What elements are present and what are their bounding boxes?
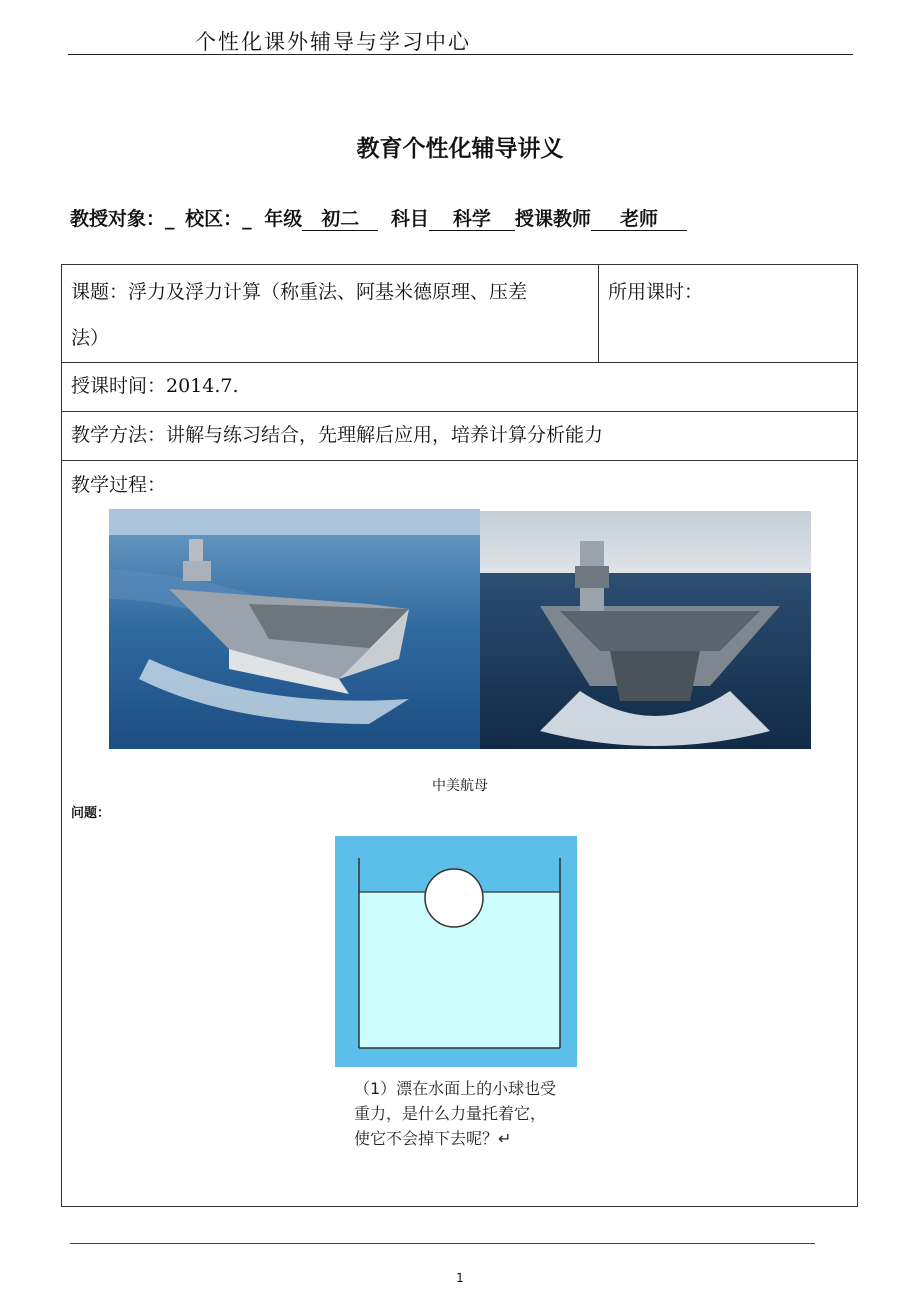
topic-cell (71, 269, 596, 361)
lesson-time: 授课时间：2014.7. (71, 375, 239, 397)
question-text (354, 1076, 556, 1151)
process-label: 教学过程： (71, 474, 167, 496)
teacher-value: 老师 (591, 208, 687, 231)
teacher-label: 授课教师 (514, 208, 591, 230)
grade-value: 初二 (302, 208, 378, 231)
topic-row (62, 265, 857, 363)
subject-value: 科学 (429, 208, 515, 231)
campus-label: 校区： (185, 208, 243, 230)
time-row (62, 363, 857, 412)
target-label: 教授对象： (70, 208, 166, 230)
question-line-2: 重力，是什么力量托着它， (354, 1104, 547, 1123)
teaching-method: 教学方法：讲解与练习结合，先理解后应用，培养计算分析能力 (71, 424, 604, 446)
method-row (62, 412, 857, 461)
hours-label: 所用课时： (608, 281, 704, 303)
floating-ball-diagram (335, 836, 577, 1067)
page-number: 1 (456, 1271, 464, 1285)
grade-label: 年级 (264, 208, 303, 230)
us-carrier-photo (480, 511, 811, 749)
document-title: 教育个性化辅导讲义 (356, 136, 564, 162)
footer-divider (70, 1243, 815, 1244)
topic-line-2: 法） (71, 327, 110, 349)
header-divider (68, 54, 853, 55)
question-line-3: 使它不会掉下去呢？↵ (354, 1129, 512, 1148)
question-label: 问题： (71, 806, 111, 821)
header-organization: 个性化课外辅导与学习中心 (195, 30, 471, 54)
question-line-1: （1）漂在水面上的小球也受 (354, 1079, 557, 1098)
column-divider (598, 265, 599, 362)
campus-value: _ (242, 208, 252, 230)
target-value: _ (165, 208, 175, 230)
lesson-info-line (70, 204, 687, 231)
topic-line-1: 课题：浮力及浮力计算（称重法、阿基米德原理、压差 (71, 281, 528, 303)
chinese-carrier-photo (109, 509, 480, 749)
figure-caption: 中美航母 (432, 778, 488, 794)
subject-label: 科目 (390, 208, 429, 230)
